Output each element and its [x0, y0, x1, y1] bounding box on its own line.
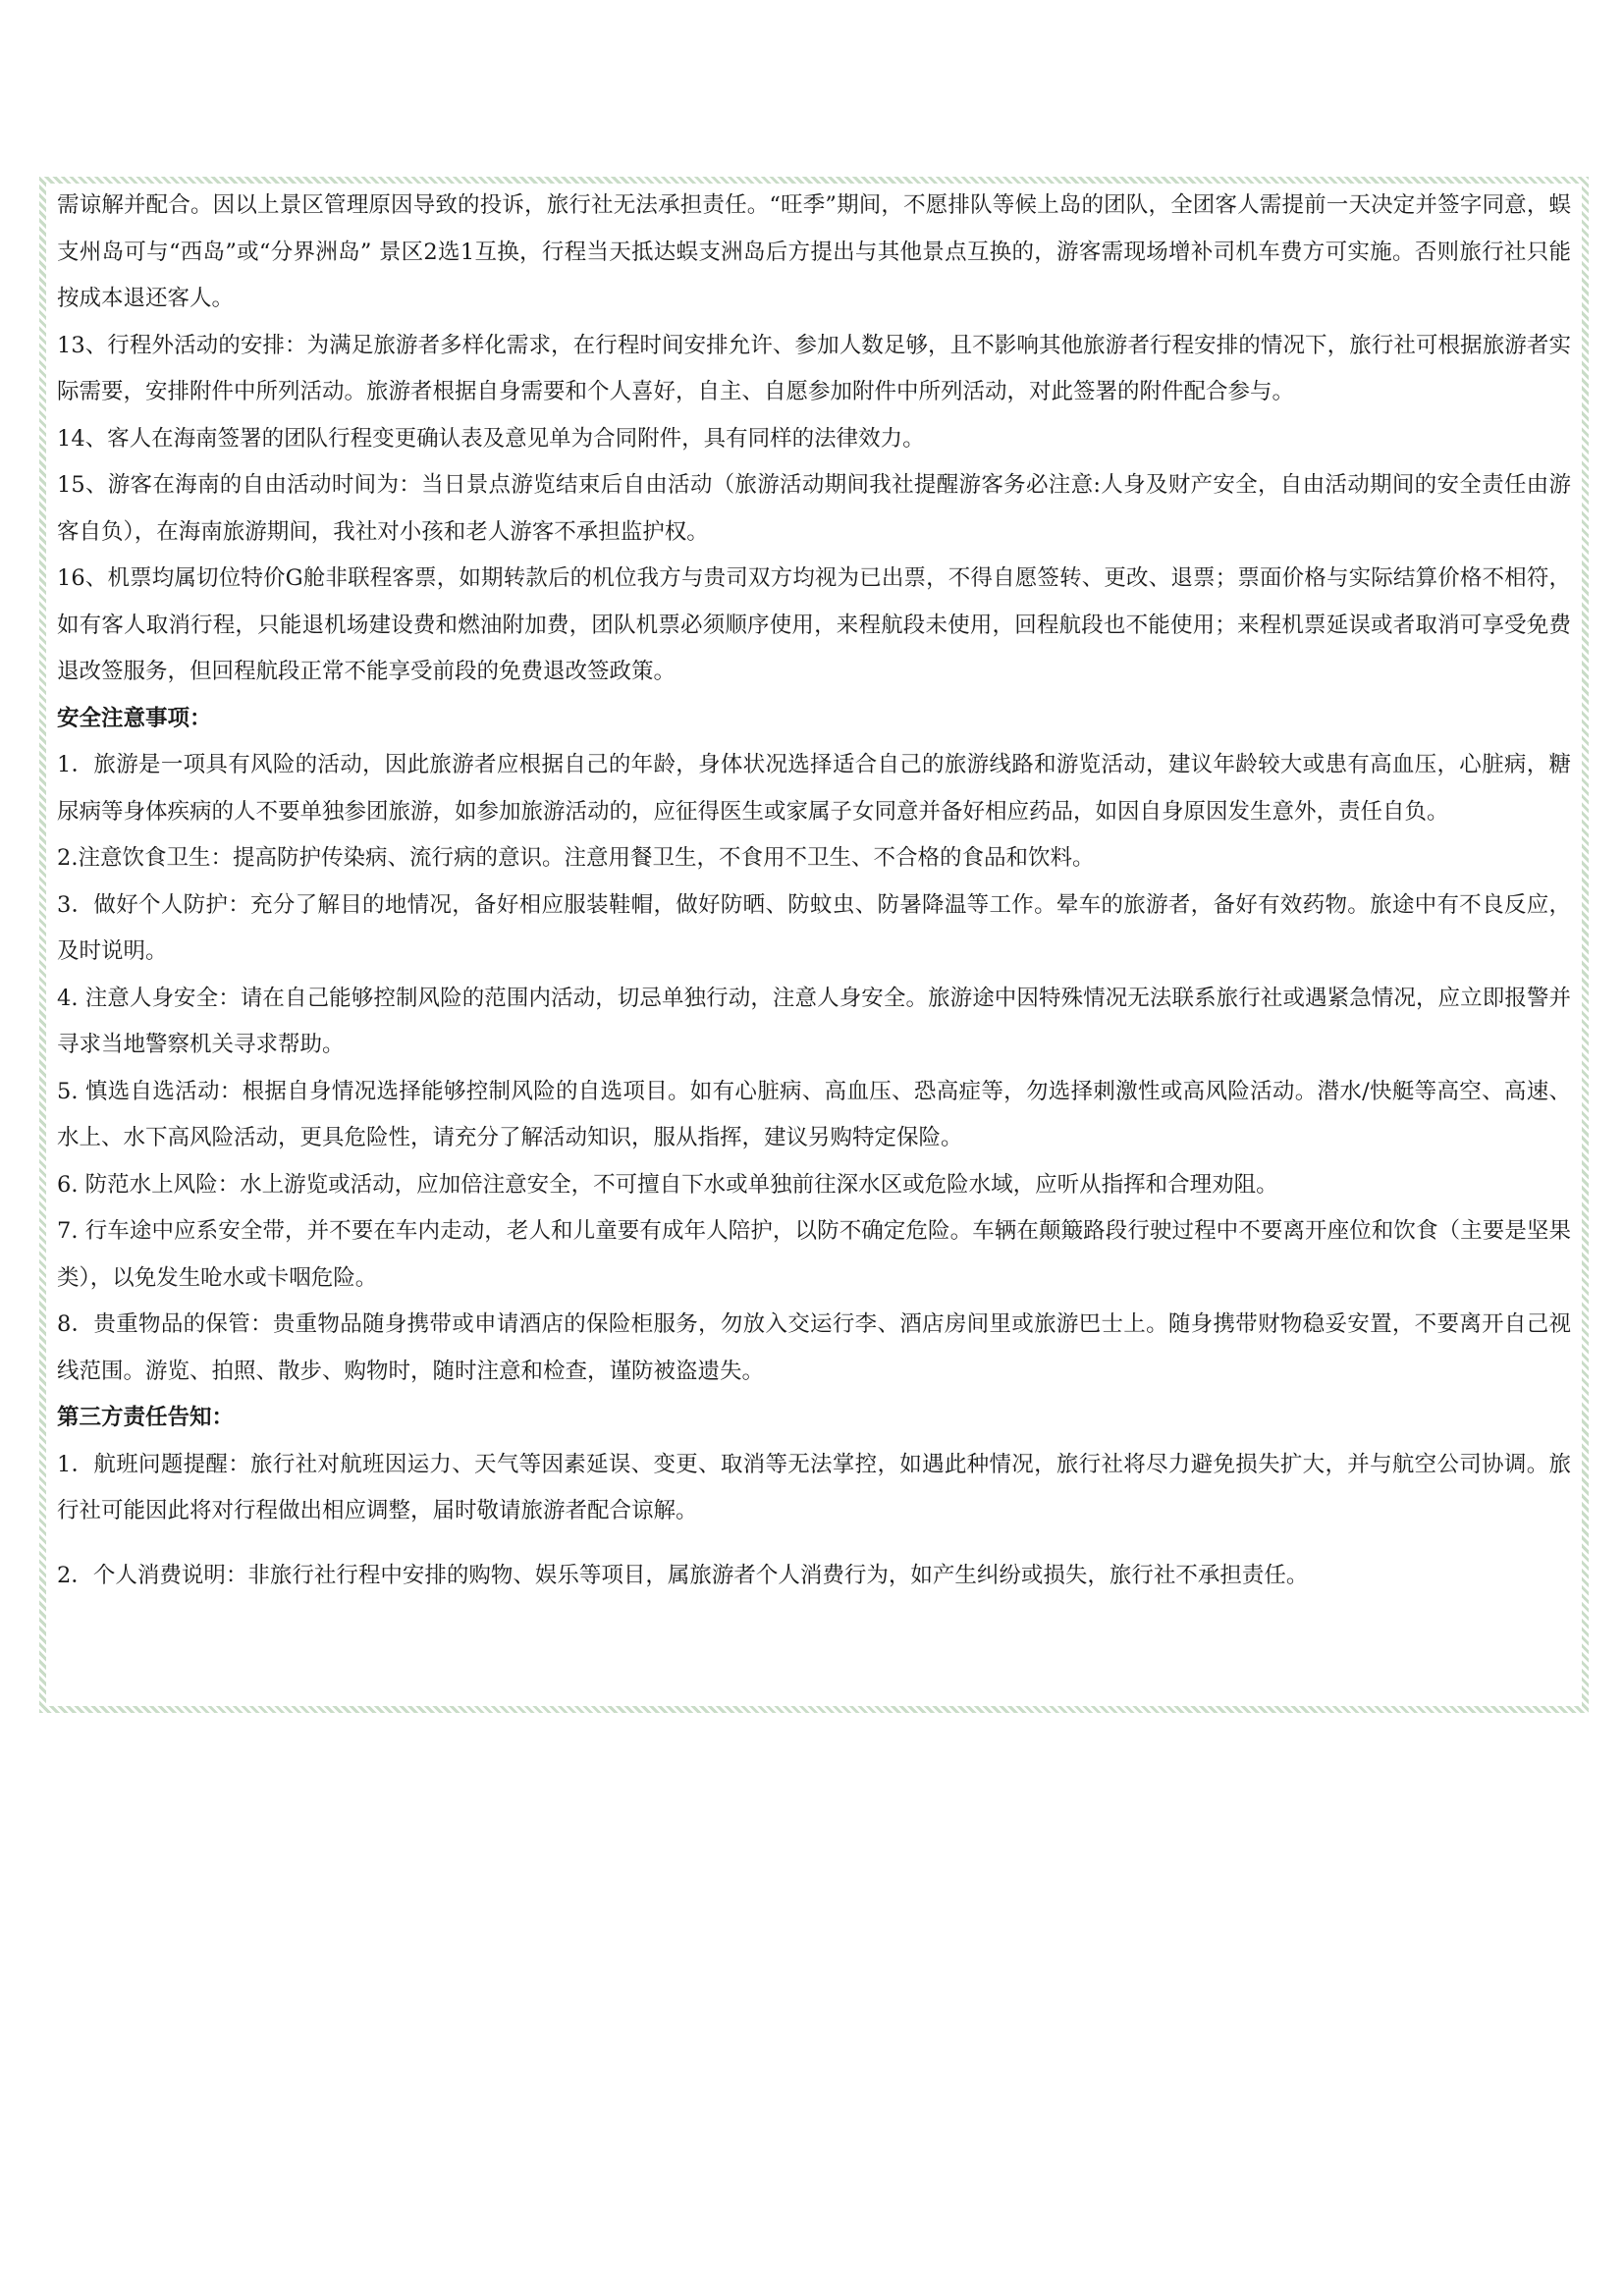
third-party-item-1: 1．航班问题提醒：旅行社对航班因运力、天气等因素延误、变更、取消等无法掌控，如遇此种情况，旅行社将尽力避免损失扩大，并与航空公司协调。旅行社可能因此将对行程做出相应调整，届时敬请旅游者配合谅解。	[57, 1451, 1571, 1523]
paragraph-item-14: 14、客人在海南签署的团队行程变更确认表及意见单为合同附件，具有同样的法律效力。	[57, 425, 925, 452]
safety-item-3: 3．做好个人防护：充分了解目的地情况，备好相应服装鞋帽，做好防晒、防蚊虫、防暑降温等工作。晕车的旅游者，备好有效药物。旅途中有不良反应，及时说明。	[57, 891, 1571, 964]
safety-item-5: 5. 慎选自选活动：根据自身情况选择能够控制风险的自选项目。如有心脏病、高血压、恐高症等，勿选择刺激性或高风险活动。潜水/快艇等高空、高速、水上、水下高风险活动，更具危险性，请充分了解活动知识，服从指挥，建议另购特定保险。	[57, 1078, 1571, 1150]
paragraph-scenic-area-note: 需谅解并配合。因以上景区管理原因导致的投诉，旅行社无法承担责任。“旺季”期间，不愿排队等候上岛的团队，全团客人需提前一天决定并签字同意，蜈支州岛可与“西岛”或“分界洲岛” 景区2选1互换，行程当天抵达蜈支洲岛后方提出与其他景点互换的，游客需现场增补司机车费方可实施。否则旅行社只能按成本退还客人。	[57, 192, 1571, 311]
paragraph-item-13: 13、行程外活动的安排：为满足旅游者多样化需求，在行程时间安排允许、参加人数足够，且不影响其他旅游者行程安排的情况下，旅行社可根据旅游者实际需要，安排附件中所列活动。旅游者根据自身需要和个人喜好，自主、自愿参加附件中所列活动，对此签署的附件配合参与。	[57, 332, 1571, 404]
paragraph-item-16: 16、机票均属切位特价G舱非联程客票，如期转款后的机位我方与贵司双方均视为已出票，不得自愿签转、更改、退票；票面价格与实际结算价格不相符，如有客人取消行程，只能退机场建设费和燃油附加费，团队机票必须顺序使用，来程航段未使用，回程航段也不能使用；来程机票延误或者取消可享受免费退改签服务，但回程航段正常不能享受前段的免费退改签政策。	[57, 565, 1571, 684]
section-heading-third-party: 第三方责任告知：	[57, 1405, 235, 1430]
section-heading-safety: 安全注意事项：	[57, 705, 212, 731]
safety-item-7: 7. 行车途中应系安全带，并不要在车内走动，老人和儿童要有成年人陪护，以防不确定危险。车辆在颠簸路段行驶过程中不要离开座位和饮食（主要是坚果类），以免发生呛水或卡咽危险。	[57, 1218, 1571, 1291]
safety-item-8: 8．贵重物品的保管：贵重物品随身携带或申请酒店的保险柜服务，勿放入交运行李、酒店房间里或旅游巴士上。随身携带财物稳妥安置，不要离开自己视线范围。游览、拍照、散步、购物时，随时注意和检查，谨防被盗遗失。	[57, 1311, 1571, 1384]
safety-item-1: 1．旅游是一项具有风险的活动，因此旅游者应根据自己的年龄，身体状况选择适合自己的旅游线路和游览活动，建议年龄较大或患有高血压，心脏病，糖尿病等身体疾病的人不要单独参团旅游，如参加旅游活动的，应征得医生或家属子女同意并备好相应药品，如因自身原因发生意外，责任自负。	[57, 752, 1571, 825]
paragraph-item-15: 15、游客在海南的自由活动时间为：当日景点游览结束后自由活动（旅游活动期间我社提醒游客务必注意:人身及财产安全，自由活动期间的安全责任由游客自负），在海南旅游期间，我社对小孩和老人游客不承担监护权。	[57, 472, 1571, 545]
third-party-item-2: 2．个人消费说明：非旅行社行程中安排的购物、娱乐等项目，属旅游者个人消费行为，如产生纠纷或损失，旅行社不承担责任。	[57, 1562, 1309, 1588]
safety-item-6: 6. 防范水上风险：水上游览或活动，应加倍注意安全，不可擅自下水或单独前往深水区或危险水域，应听从指挥和合理劝阻。	[57, 1171, 1278, 1198]
safety-item-2: 2.注意饮食卫生：提高防护传染病、流行病的意识。注意用餐卫生，不食用不卫生、不合格的食品和饮料。	[57, 845, 1095, 871]
safety-item-4: 4. 注意人身安全：请在自己能够控制风险的范围内活动，切忌单独行动，注意人身安全。旅游途中因特殊情况无法联系旅行社或遇紧急情况，应立即报警并寻求当地警察机关寻求帮助。	[57, 985, 1571, 1057]
document-body	[57, 183, 1571, 1599]
